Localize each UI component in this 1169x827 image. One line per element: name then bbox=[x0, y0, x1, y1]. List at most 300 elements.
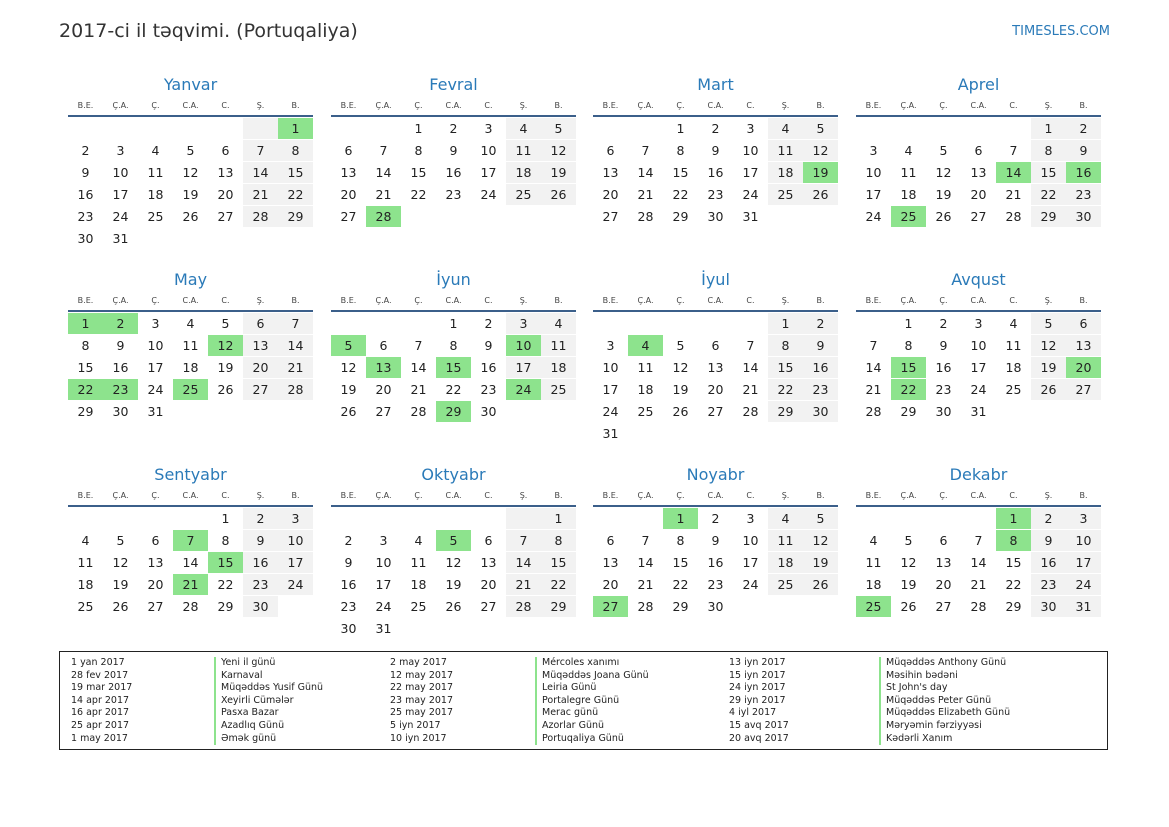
day-cell: 21 bbox=[970, 577, 987, 592]
day-cell: 12 bbox=[340, 360, 357, 375]
weekday-label: B. bbox=[1079, 296, 1088, 305]
day-cell: 7 bbox=[641, 533, 650, 548]
empty-cell bbox=[366, 313, 401, 334]
day-cell: 27 bbox=[243, 379, 278, 400]
day-grid bbox=[593, 118, 838, 228]
day-cell: 21 bbox=[1005, 187, 1022, 202]
legend-holiday-name: Kədərli Xanım bbox=[879, 733, 1010, 746]
legend-holiday-name: Müqəddəs Yusif Günü bbox=[214, 682, 323, 695]
day-cell: 3 bbox=[151, 316, 160, 331]
day-cell: 18 bbox=[182, 360, 199, 375]
day-cell: 15 bbox=[768, 357, 803, 378]
holiday-legend bbox=[59, 651, 1108, 750]
day-cell: 19 bbox=[935, 187, 952, 202]
day-cell: 30 bbox=[1066, 206, 1101, 227]
day-cell: 22 bbox=[768, 379, 803, 400]
day-cell: 3 bbox=[1066, 508, 1101, 529]
day-cell: 17 bbox=[278, 552, 313, 573]
weekday-header bbox=[593, 489, 838, 503]
day-grid bbox=[331, 118, 576, 228]
legend-holiday-name: Mércoles xanımı bbox=[535, 657, 649, 670]
weekday-label: B.E. bbox=[602, 296, 619, 305]
month-name: Mart bbox=[697, 75, 734, 94]
weekday-label: B.E. bbox=[865, 491, 882, 500]
weekday-label: Ç.A. bbox=[637, 491, 654, 500]
day-cell: 29 bbox=[672, 209, 689, 224]
empty-cell bbox=[628, 118, 663, 139]
legend-date-column bbox=[71, 657, 132, 745]
day-cell: 15 bbox=[541, 552, 576, 573]
holiday-day-cell: 15 bbox=[891, 357, 926, 378]
day-cell: 30 bbox=[803, 401, 838, 422]
day-cell: 16 bbox=[1031, 552, 1066, 573]
day-cell: 13 bbox=[1066, 335, 1101, 356]
day-cell: 23 bbox=[935, 382, 952, 397]
day-cell: 6 bbox=[221, 143, 230, 158]
empty-cell bbox=[173, 118, 208, 139]
legend-date: 19 mar 2017 bbox=[71, 682, 133, 694]
day-cell: 17 bbox=[602, 382, 619, 397]
day-cell: 1 bbox=[541, 508, 576, 529]
weekday-label: Ç.A. bbox=[112, 101, 129, 110]
weekday-label: B. bbox=[816, 491, 825, 500]
day-cell: 14 bbox=[865, 360, 882, 375]
weekday-label: C.A. bbox=[182, 296, 199, 305]
legend-holiday-name: Karnaval bbox=[214, 670, 323, 683]
day-cell: 16 bbox=[707, 165, 724, 180]
weekday-label: C. bbox=[484, 491, 493, 500]
day-cell: 2 bbox=[803, 313, 838, 334]
legend-date-column bbox=[390, 657, 453, 745]
holiday-day-cell: 1 bbox=[996, 508, 1031, 529]
day-cell: 20 bbox=[602, 577, 619, 592]
day-cell: 28 bbox=[742, 404, 759, 419]
day-cell: 19 bbox=[340, 382, 357, 397]
day-cell: 20 bbox=[602, 187, 619, 202]
day-grid bbox=[856, 508, 1101, 618]
day-cell: 7 bbox=[506, 530, 541, 551]
day-cell: 31 bbox=[1066, 596, 1101, 617]
header-rule bbox=[856, 310, 1101, 312]
legend-holiday-name: Müqəddəs Peter Günü bbox=[879, 695, 1010, 708]
day-cell: 10 bbox=[1066, 530, 1101, 551]
day-cell: 14 bbox=[182, 555, 199, 570]
day-cell: 22 bbox=[410, 187, 427, 202]
day-cell: 18 bbox=[541, 357, 576, 378]
weekday-label: C. bbox=[1009, 491, 1018, 500]
holiday-day-cell: 29 bbox=[436, 401, 471, 422]
month-name: Oktyabr bbox=[421, 465, 486, 484]
site-link[interactable]: TIMESLES.COM bbox=[1012, 24, 1110, 39]
holiday-day-cell: 25 bbox=[856, 596, 891, 617]
day-cell: 21 bbox=[742, 382, 759, 397]
day-cell: 31 bbox=[970, 404, 987, 419]
day-cell: 23 bbox=[707, 187, 724, 202]
day-cell: 4 bbox=[151, 143, 160, 158]
weekday-label: Ç. bbox=[151, 491, 160, 500]
day-cell: 11 bbox=[541, 335, 576, 356]
holiday-day-cell: 4 bbox=[628, 335, 663, 356]
day-cell: 29 bbox=[541, 596, 576, 617]
weekday-label: Ç. bbox=[676, 101, 685, 110]
holiday-day-cell: 24 bbox=[506, 379, 541, 400]
day-cell: 11 bbox=[1005, 338, 1022, 353]
day-cell: 12 bbox=[112, 555, 129, 570]
day-cell: 3 bbox=[278, 508, 313, 529]
holiday-day-cell: 23 bbox=[103, 379, 138, 400]
empty-cell bbox=[103, 118, 138, 139]
day-cell: 23 bbox=[340, 599, 357, 614]
day-cell: 2 bbox=[711, 511, 720, 526]
day-cell: 4 bbox=[541, 313, 576, 334]
day-cell: 6 bbox=[243, 313, 278, 334]
day-cell: 17 bbox=[147, 360, 164, 375]
day-cell: 7 bbox=[974, 533, 983, 548]
weekday-label: C. bbox=[1009, 101, 1018, 110]
month-name: Aprel bbox=[957, 75, 1000, 94]
legend-date: 14 apr 2017 bbox=[71, 694, 130, 706]
day-cell: 12 bbox=[935, 165, 952, 180]
day-cell: 9 bbox=[1031, 530, 1066, 551]
weekday-label: B.E. bbox=[865, 101, 882, 110]
empty-cell bbox=[173, 508, 208, 529]
day-cell: 28 bbox=[637, 599, 654, 614]
legend-holiday-name: Müqəddəs Anthony Günü bbox=[879, 657, 1010, 670]
day-cell: 31 bbox=[147, 404, 164, 419]
day-cell: 25 bbox=[410, 599, 427, 614]
day-cell: 7 bbox=[1009, 143, 1018, 158]
legend-holiday-name: Portuqaliya Günü bbox=[535, 733, 649, 746]
holiday-day-cell: 10 bbox=[506, 335, 541, 356]
day-cell: 29 bbox=[278, 206, 313, 227]
day-cell: 1 bbox=[414, 121, 423, 136]
weekday-label: Ç. bbox=[414, 296, 423, 305]
day-cell: 19 bbox=[182, 187, 199, 202]
day-cell: 28 bbox=[410, 404, 427, 419]
empty-cell bbox=[331, 313, 366, 334]
empty-cell bbox=[926, 118, 961, 139]
day-cell: 4 bbox=[186, 316, 195, 331]
day-cell: 26 bbox=[900, 599, 917, 614]
holiday-day-cell: 22 bbox=[891, 379, 926, 400]
day-cell: 10 bbox=[147, 338, 164, 353]
day-cell: 6 bbox=[974, 143, 983, 158]
day-cell: 12 bbox=[541, 140, 576, 161]
holiday-day-cell: 27 bbox=[593, 596, 628, 617]
holiday-day-cell: 1 bbox=[68, 313, 103, 334]
holiday-day-cell: 2 bbox=[103, 313, 138, 334]
day-cell: 26 bbox=[445, 599, 462, 614]
day-cell: 8 bbox=[221, 533, 230, 548]
legend-holiday-name: Azorlar Günü bbox=[535, 720, 649, 733]
weekday-label: Ş. bbox=[519, 101, 528, 110]
day-cell: 5 bbox=[541, 118, 576, 139]
holiday-day-cell: 25 bbox=[891, 206, 926, 227]
day-cell: 23 bbox=[243, 574, 278, 595]
weekday-label: B.E. bbox=[340, 101, 357, 110]
weekday-label: Ç. bbox=[414, 491, 423, 500]
weekday-label: Ş. bbox=[781, 101, 790, 110]
day-cell: 28 bbox=[637, 209, 654, 224]
day-cell: 2 bbox=[484, 316, 493, 331]
day-cell: 3 bbox=[869, 143, 878, 158]
month-name: İyul bbox=[701, 270, 730, 289]
holiday-day-cell: 5 bbox=[331, 335, 366, 356]
month-name: Noyabr bbox=[686, 465, 745, 484]
day-cell: 4 bbox=[768, 118, 803, 139]
weekday-label: Ç. bbox=[151, 101, 160, 110]
weekday-header bbox=[68, 489, 313, 503]
day-cell: 19 bbox=[445, 577, 462, 592]
day-cell: 22 bbox=[1005, 577, 1022, 592]
day-cell: 16 bbox=[77, 187, 94, 202]
weekday-label: B.E. bbox=[340, 491, 357, 500]
day-cell: 18 bbox=[506, 162, 541, 183]
weekday-header bbox=[331, 489, 576, 503]
legend-date: 13 iyn 2017 bbox=[729, 657, 786, 668]
weekday-label: Ş. bbox=[256, 491, 265, 500]
weekday-label: Ç. bbox=[676, 491, 685, 500]
day-cell: 12 bbox=[900, 555, 917, 570]
day-cell: 8 bbox=[1031, 140, 1066, 161]
month-name: Yanvar bbox=[163, 75, 218, 94]
day-cell: 24 bbox=[742, 187, 759, 202]
month-name: İyun bbox=[436, 270, 471, 289]
month-block bbox=[856, 269, 1101, 423]
day-cell: 1 bbox=[904, 316, 913, 331]
day-cell: 16 bbox=[445, 165, 462, 180]
header-rule bbox=[331, 505, 576, 507]
weekday-label: B.E. bbox=[77, 101, 94, 110]
day-cell: 27 bbox=[147, 599, 164, 614]
day-cell: 18 bbox=[768, 552, 803, 573]
day-cell: 22 bbox=[278, 184, 313, 205]
holiday-day-cell: 20 bbox=[1066, 357, 1101, 378]
day-cell: 6 bbox=[606, 143, 615, 158]
weekday-header bbox=[68, 99, 313, 113]
day-cell: 18 bbox=[900, 187, 917, 202]
day-cell: 20 bbox=[340, 187, 357, 202]
legend-date: 5 iyn 2017 bbox=[390, 719, 441, 731]
weekday-label: Ç.A. bbox=[112, 491, 129, 500]
month-name: Dekabr bbox=[949, 465, 1008, 484]
weekday-label: B. bbox=[554, 101, 563, 110]
day-cell: 10 bbox=[375, 555, 392, 570]
day-cell: 30 bbox=[707, 209, 724, 224]
weekday-label: Ç.A. bbox=[375, 101, 392, 110]
weekday-label: C. bbox=[221, 491, 230, 500]
holiday-day-cell: 1 bbox=[663, 508, 698, 529]
month-block bbox=[856, 464, 1101, 618]
day-cell: 5 bbox=[221, 316, 230, 331]
day-cell: 26 bbox=[935, 209, 952, 224]
day-cell: 23 bbox=[707, 577, 724, 592]
weekday-label: C.A. bbox=[970, 491, 987, 500]
day-cell: 21 bbox=[865, 382, 882, 397]
day-cell: 12 bbox=[182, 165, 199, 180]
day-cell: 9 bbox=[243, 530, 278, 551]
day-cell: 11 bbox=[182, 338, 199, 353]
day-cell: 13 bbox=[480, 555, 497, 570]
day-cell: 22 bbox=[445, 382, 462, 397]
weekday-label: Ç.A. bbox=[900, 296, 917, 305]
empty-cell bbox=[663, 313, 698, 334]
day-cell: 14 bbox=[637, 555, 654, 570]
day-cell: 15 bbox=[1031, 162, 1066, 183]
day-cell: 30 bbox=[480, 404, 497, 419]
weekday-label: B. bbox=[816, 296, 825, 305]
day-cell: 24 bbox=[147, 382, 164, 397]
day-cell: 19 bbox=[541, 162, 576, 183]
day-cell: 24 bbox=[602, 404, 619, 419]
day-cell: 2 bbox=[243, 508, 278, 529]
empty-cell bbox=[856, 313, 891, 334]
day-cell: 29 bbox=[672, 599, 689, 614]
day-cell: 26 bbox=[541, 184, 576, 205]
day-cell: 29 bbox=[77, 404, 94, 419]
day-cell: 10 bbox=[278, 530, 313, 551]
empty-cell bbox=[401, 313, 436, 334]
weekday-label: B. bbox=[554, 296, 563, 305]
weekday-label: Ç. bbox=[151, 296, 160, 305]
day-cell: 28 bbox=[865, 404, 882, 419]
legend-date: 29 iyn 2017 bbox=[729, 694, 786, 706]
empty-cell bbox=[471, 508, 506, 529]
day-cell: 16 bbox=[480, 360, 497, 375]
day-cell: 5 bbox=[186, 143, 195, 158]
day-cell: 24 bbox=[742, 577, 759, 592]
day-cell: 5 bbox=[904, 533, 913, 548]
holiday-day-cell: 7 bbox=[173, 530, 208, 551]
day-cell: 20 bbox=[375, 382, 392, 397]
day-cell: 17 bbox=[742, 555, 759, 570]
day-grid bbox=[593, 508, 838, 618]
weekday-label: C.A. bbox=[970, 296, 987, 305]
header-rule bbox=[593, 310, 838, 312]
day-cell: 30 bbox=[112, 404, 129, 419]
empty-cell bbox=[926, 508, 961, 529]
weekday-label: Ç.A. bbox=[900, 491, 917, 500]
day-grid bbox=[68, 508, 313, 618]
day-cell: 11 bbox=[637, 360, 654, 375]
day-grid bbox=[68, 313, 313, 423]
weekday-label: Ç.A. bbox=[375, 296, 392, 305]
weekday-label: C.A. bbox=[445, 296, 462, 305]
day-cell: 4 bbox=[414, 533, 423, 548]
day-cell: 14 bbox=[410, 360, 427, 375]
empty-cell bbox=[733, 313, 768, 334]
day-cell: 11 bbox=[77, 555, 94, 570]
day-cell: 20 bbox=[935, 577, 952, 592]
legend-date: 1 may 2017 bbox=[71, 732, 128, 744]
day-grid bbox=[331, 508, 576, 640]
weekday-label: Ç.A. bbox=[637, 101, 654, 110]
weekday-label: Ş. bbox=[1044, 296, 1053, 305]
weekday-label: C. bbox=[484, 101, 493, 110]
legend-holiday-name: Məsihin bədəni bbox=[879, 670, 1010, 683]
legend-date: 4 iyl 2017 bbox=[729, 707, 777, 719]
holiday-day-cell: 25 bbox=[173, 379, 208, 400]
legend-holiday-name: Xeyirli Cümələr bbox=[214, 695, 323, 708]
day-cell: 30 bbox=[340, 621, 357, 636]
day-cell: 2 bbox=[1066, 118, 1101, 139]
empty-cell bbox=[243, 118, 278, 139]
weekday-label: B. bbox=[291, 101, 300, 110]
day-cell: 15 bbox=[1005, 555, 1022, 570]
legend-holiday-name: Yeni il günü bbox=[214, 657, 323, 670]
day-cell: 2 bbox=[1031, 508, 1066, 529]
holiday-day-cell: 5 bbox=[436, 530, 471, 551]
day-cell: 27 bbox=[935, 599, 952, 614]
month-block bbox=[856, 74, 1101, 228]
day-cell: 17 bbox=[742, 165, 759, 180]
day-cell: 10 bbox=[602, 360, 619, 375]
day-cell: 15 bbox=[77, 360, 94, 375]
day-cell: 14 bbox=[278, 335, 313, 356]
empty-cell bbox=[138, 118, 173, 139]
weekday-label: Ç. bbox=[414, 101, 423, 110]
day-cell: 30 bbox=[77, 231, 94, 246]
day-cell: 22 bbox=[217, 577, 234, 592]
day-cell: 26 bbox=[803, 184, 838, 205]
weekday-label: C.A. bbox=[707, 491, 724, 500]
day-cell: 21 bbox=[278, 357, 313, 378]
day-cell: 13 bbox=[340, 165, 357, 180]
day-cell: 1 bbox=[768, 313, 803, 334]
empty-cell bbox=[628, 313, 663, 334]
weekday-label: B. bbox=[291, 296, 300, 305]
empty-cell bbox=[208, 118, 243, 139]
month-name: Avqust bbox=[951, 270, 1006, 289]
day-cell: 6 bbox=[151, 533, 160, 548]
day-cell: 5 bbox=[676, 338, 685, 353]
day-cell: 2 bbox=[344, 533, 353, 548]
day-cell: 20 bbox=[707, 382, 724, 397]
weekday-label: Ç.A. bbox=[900, 101, 917, 110]
day-cell: 15 bbox=[410, 165, 427, 180]
day-cell: 8 bbox=[81, 338, 90, 353]
empty-cell bbox=[401, 508, 436, 529]
day-cell: 25 bbox=[1005, 382, 1022, 397]
empty-cell bbox=[856, 508, 891, 529]
day-cell: 9 bbox=[344, 555, 353, 570]
day-cell: 14 bbox=[243, 162, 278, 183]
empty-cell bbox=[103, 508, 138, 529]
day-cell: 9 bbox=[939, 338, 948, 353]
day-cell: 3 bbox=[116, 143, 125, 158]
weekday-label: Ç.A. bbox=[112, 296, 129, 305]
day-cell: 21 bbox=[637, 577, 654, 592]
weekday-header bbox=[856, 294, 1101, 308]
day-cell: 26 bbox=[217, 382, 234, 397]
day-cell: 29 bbox=[768, 401, 803, 422]
day-cell: 18 bbox=[147, 187, 164, 202]
day-cell: 14 bbox=[506, 552, 541, 573]
day-cell: 23 bbox=[445, 187, 462, 202]
day-cell: 23 bbox=[480, 382, 497, 397]
day-cell: 8 bbox=[449, 338, 458, 353]
day-cell: 16 bbox=[340, 577, 357, 592]
day-cell: 5 bbox=[116, 533, 125, 548]
day-cell: 7 bbox=[746, 338, 755, 353]
day-cell: 5 bbox=[803, 118, 838, 139]
day-cell: 2 bbox=[711, 121, 720, 136]
day-cell: 24 bbox=[865, 209, 882, 224]
legend-name-column bbox=[214, 657, 323, 745]
day-cell: 29 bbox=[1005, 599, 1022, 614]
day-cell: 7 bbox=[869, 338, 878, 353]
day-cell: 11 bbox=[410, 555, 427, 570]
